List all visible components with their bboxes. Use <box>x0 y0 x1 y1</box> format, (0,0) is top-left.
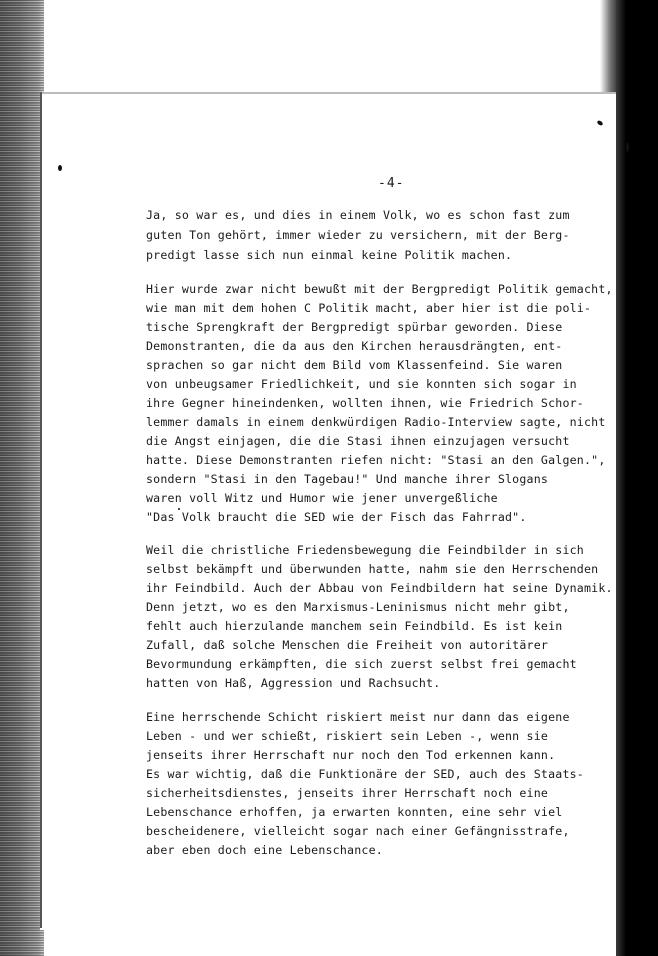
text-line: die Angst einjagen, die die Stasi ihnen einzujagen versucht <box>146 434 570 448</box>
text-line: sicherheitsdienstes, jenseits ihrer Herrschaft noch eine <box>146 786 549 800</box>
text-line: lemmer damals in einem denkwürdigen Radio-Interview sagte, nicht <box>146 415 606 429</box>
scan-left-edge <box>0 0 44 956</box>
scan-right-edge <box>616 0 658 956</box>
text-line: sondern "Stasi in den Tagebau!" Und manche ihrer Slogans <box>146 472 549 486</box>
text-line: hatte. Diese Demonstranten riefen nicht: "Stasi an den Galgen.", <box>146 453 606 467</box>
text-line: predigt lasse sich nun einmal keine Politik machen. <box>146 248 513 262</box>
page-left-border <box>40 92 42 928</box>
text-line: fehlt auch hierzulande manchem sein Feindbild. Es ist kein <box>146 619 563 633</box>
text-line: Zufall, daß solche Menschen die Freiheit von autoritärer <box>146 638 549 652</box>
text-line: hatten von Haß, Aggression und Rachsucht. <box>146 676 441 690</box>
text-line: wie man mit dem hohen C Politik macht, aber hier ist die poli- <box>146 301 592 315</box>
scan-background-top <box>0 0 658 92</box>
page-number: -4- <box>378 176 405 191</box>
text-line: ihr Feindbild. Auch der Abbau von Feindbildern hat seine Dynamik. <box>146 581 613 595</box>
text-line: aber eben doch eine Lebenschance. <box>146 843 383 857</box>
scan-speck <box>58 165 62 171</box>
text-line: selbst bekämpft und überwunden hatte, nahm sie den Herrschenden <box>146 562 599 576</box>
text-line: Hier wurde zwar nicht bewußt mit der Bergpredigt Politik gemacht, <box>146 282 613 296</box>
text-line: Es war wichtig, daß die Funktionäre der SED, auch des Staats- <box>146 767 584 781</box>
text-line: sprachen so gar nicht dem Bild vom Klassenfeind. Sie waren <box>146 358 563 372</box>
text-line: Lebenschance erhoffen, ja erwarten konnten, eine sehr viel <box>146 805 563 819</box>
text-line: guten Ton gehört, immer wieder zu versichern, mit der Berg- <box>146 228 570 242</box>
text-line: ihre Gegner hineindenken, wollten ihnen, wie Friedrich Schor- <box>146 396 584 410</box>
text-line: Denn jetzt, wo es den Marxismus-Leninismus nicht mehr gibt, <box>146 600 570 614</box>
text-line: jenseits ihrer Herrschaft nur noch den Tod erkennen kann. <box>146 748 556 762</box>
text-line: Bevormundung erkämpften, die sich zuerst selbst frei gemacht <box>146 657 577 671</box>
text-line: waren voll Witz und Humor wie jener unvergeßliche <box>146 491 498 505</box>
scan-speck <box>626 142 629 152</box>
text-line: Ja, so war es, und dies in einem Volk, wo es schon fast zum <box>146 208 570 222</box>
text-line: bescheidenere, vielleicht sogar nach einer Gefängnisstrafe, <box>146 824 570 838</box>
text-line: "Das Volk braucht die SED wie der Fisch das Fahrrad". <box>146 510 527 524</box>
text-line: Leben - und wer schießt, riskiert sein Leben -, wenn sie <box>146 729 549 743</box>
text-line: Demonstranten, die da aus den Kirchen herausdrängten, ent- <box>146 339 563 353</box>
text-line: Weil die christliche Friedensbewegung die Feindbilder in sich <box>146 543 584 557</box>
text-line: Eine herrschende Schicht riskiert meist nur dann das eigene <box>146 710 570 724</box>
text-line: von unbeugsamer Friedlichkeit, und sie konnten sich sogar in <box>146 377 577 391</box>
text-line: tische Sprengkraft der Bergpredigt spürbar geworden. Diese <box>146 320 563 334</box>
